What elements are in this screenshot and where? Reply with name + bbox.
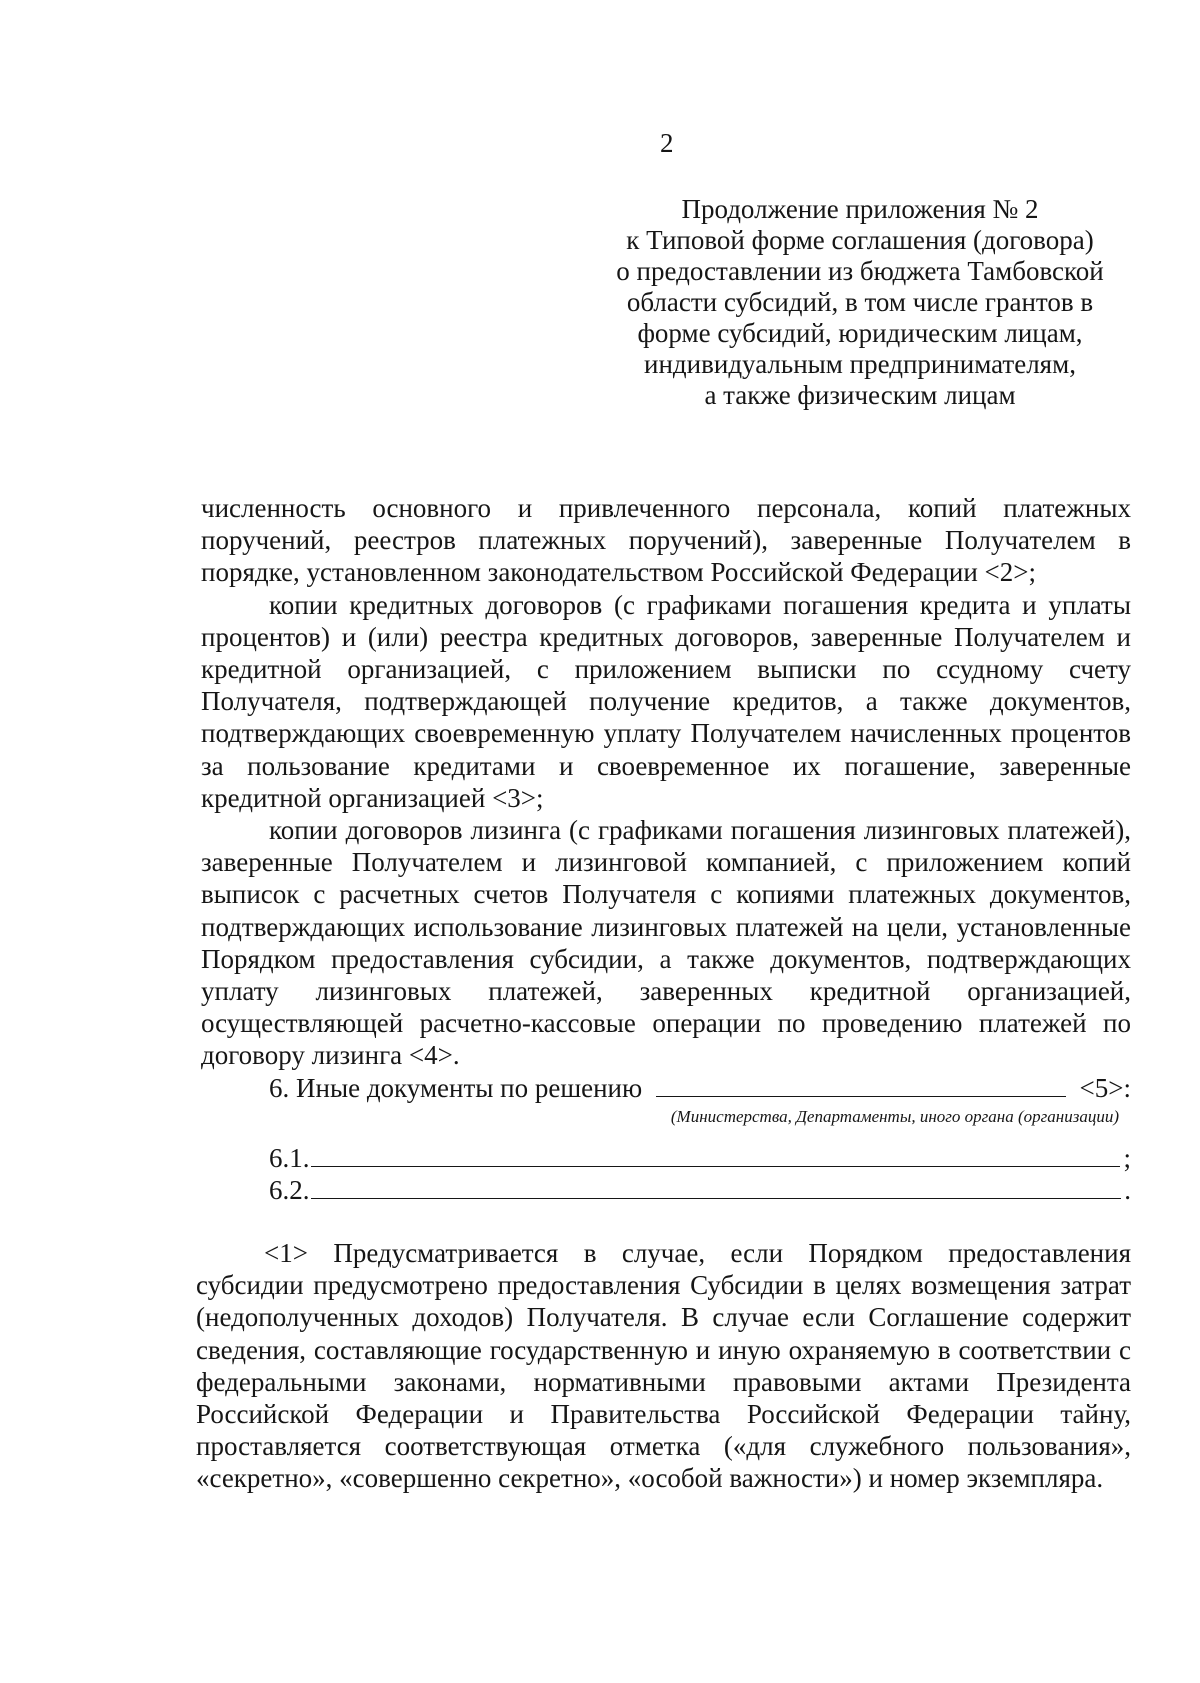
item-6-blank-field[interactable] [656, 1074, 1065, 1097]
item-6-1-line [201, 1142, 1131, 1174]
item-6-2-end: . [1124, 1175, 1131, 1206]
appendix-header [590, 194, 1130, 411]
item-6-line [201, 1072, 1131, 1104]
paragraph-credit-contracts: копии кредитных договоров (с графиками погашения кредита и уплаты процентов) и (или) реестра кредитных договоров, заверенные Получателем и кредитной организацией, с приложением выписки по ссудному счету Получателя, подтверждающей получение кредитов, а также документов, подтверждающих своевременную уплату Получателем начисленных процентов за пользование кредитами и своевременное их погашение, заверенные кредитной организацией <3>; [201, 589, 1131, 813]
header-line: области субсидий, в том числе грантов в [626, 287, 1094, 317]
header-line: Продолжение приложения № 2 [681, 194, 1039, 224]
item-6-footnote-ref: <5>: [1079, 1072, 1131, 1103]
item-6-1-label: 6.1. [269, 1142, 310, 1173]
item-6-1-blank-field[interactable] [311, 1144, 1121, 1167]
header-line: а также физическим лицам [704, 380, 1016, 410]
header-line: форме субсидий, юридическим лицам, [637, 318, 1083, 348]
item-6-1-end: ; [1123, 1142, 1131, 1173]
paragraph-leasing-contracts: копии договоров лизинга (с графиками погашения лизинговых платежей), заверенные Получателем и лизинговой компанией, с приложением копий выписок с расчетных счетов Получателя с копиями платежных документов, подтверждающих использование лизинговых платежей на цели, установленные Порядком предоставления субсидии, а также документов, подтверждающих уплату лизинговых платежей, заверенных кредитной организацией, осуществляющей расчетно-кассовые операции по проведению платежей по договору лизинга <4>. [201, 815, 1131, 1071]
item-6-label: 6. Иные документы по решению [269, 1072, 643, 1103]
item-6-2-blank-field[interactable] [311, 1176, 1122, 1199]
page-number: 2 [660, 128, 674, 158]
header-line: к Типовой форме соглашения (договора) [626, 225, 1094, 255]
document-body [201, 492, 1131, 1206]
paragraph-personnel: численность основного и привлеченного персонала, копий платежных поручений, реестров платежных поручений), заверенные Получателем в порядке, установленном законодательством Российской Федерации <2>; [201, 493, 1131, 588]
header-line: индивидуальным предпринимателям, [644, 349, 1076, 379]
item-6-2-label: 6.2. [269, 1175, 310, 1206]
footnote-1 [196, 1237, 1131, 1495]
item-6-caption: (Министерства, Департаменты, иного органа (организации) [670, 1106, 1119, 1126]
footnote-1-text: <1> Предусматривается в случае, если Порядком предоставления субсидии предусмотрено предоставления Субсидии в целях возмещения затрат (недополученных доходов) Получателя. В случае если Соглашение содержит сведения, составляющие государственную и иную охраняемую в соответствии с федеральными законами, нормативными правовыми актами Президента Российской Федерации и Правительства Российской Федерации тайну, проставляется соответствующая отметка («для служебного пользования», «секретно», «совершенно секретно», «особой важности») и номер экземпляра. [196, 1238, 1131, 1494]
item-6-2-line [201, 1174, 1131, 1206]
header-line: о предоставлении из бюджета Тамбовской [616, 256, 1104, 286]
